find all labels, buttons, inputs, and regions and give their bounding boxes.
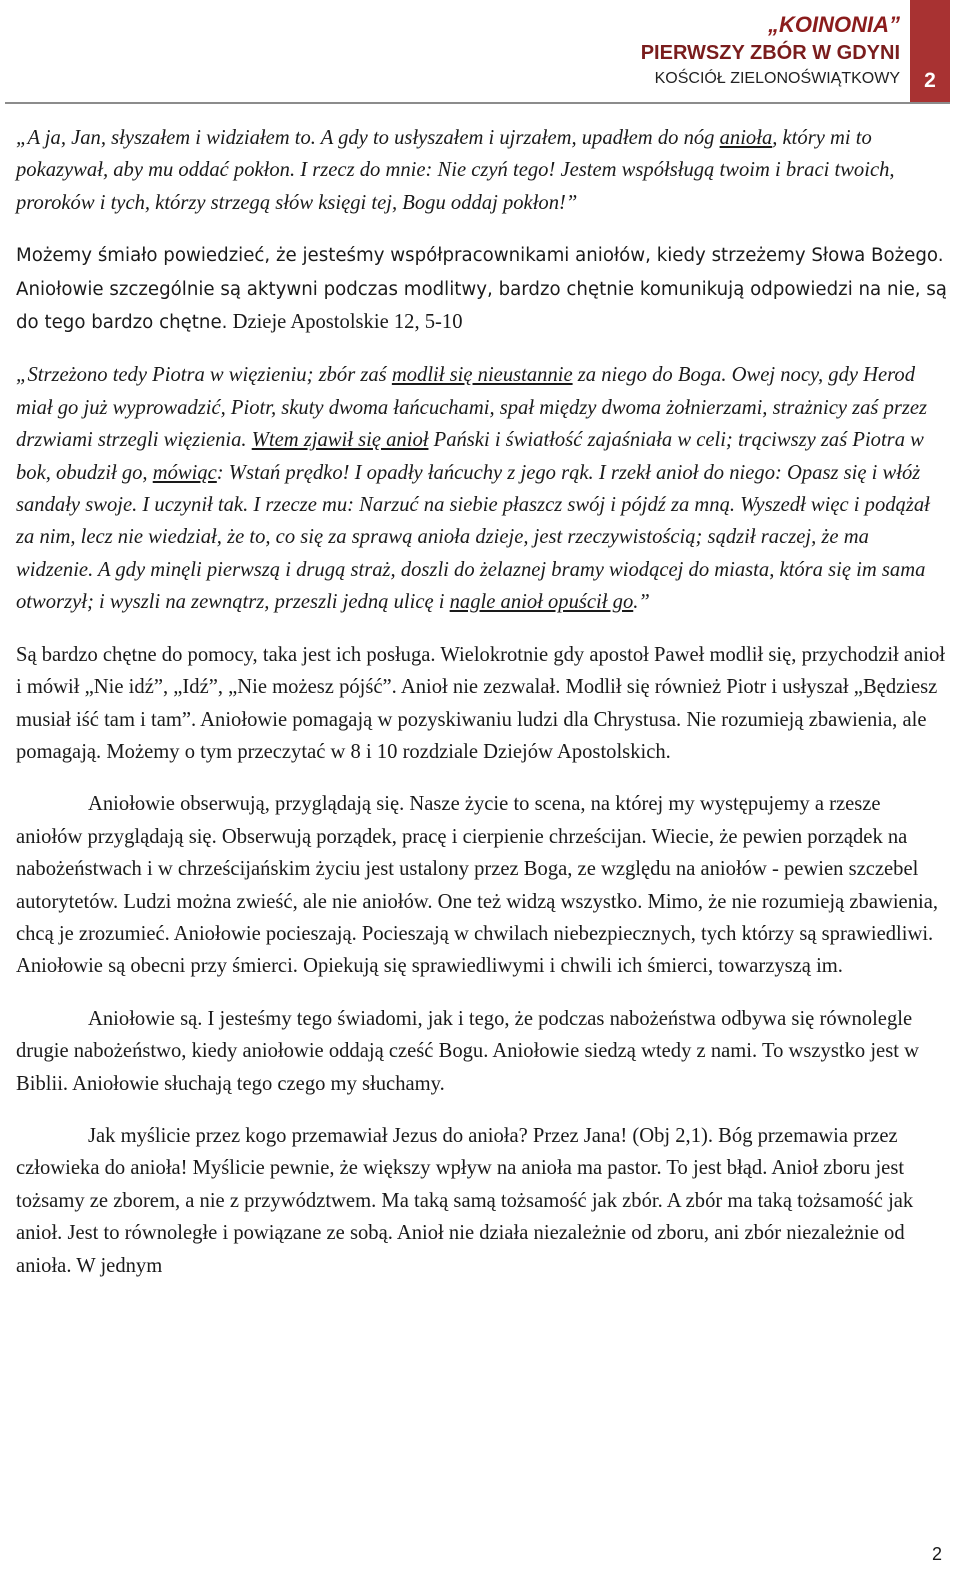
document-body bbox=[16, 122, 948, 1302]
header-text bbox=[641, 10, 900, 91]
page-header bbox=[0, 0, 960, 104]
paragraph-observe: Aniołowie obserwują, przyglądają się. Nasze życie to scena, na której my występujemy a rzesze aniołów przyglądają się. Obserwują porządek, pracę i cierpienie chrześcijan. Wiecie, że pewien porządek na nabożeństwach i w chrześcijańskim życiu jest ustalony przez Boga, ze względu na aniołów - pewien szczebel autorytetów. Ludzi można zwieść, ale nie aniołów. One też widzą wszystko. Mimo, że nie rozumieją zbawienia, chcą je zrozumieć. Aniołowie pocieszają. Pocieszają w chwilach niebezpiecznych, tych którzy są sprawiedliwi. Aniołowie są obecni przy śmierci. Opiekują się sprawiedliwymi i chwili ich śmierci, towarzyszą im. bbox=[16, 793, 939, 978]
header-divider bbox=[5, 102, 950, 104]
paragraph-help: Są bardzo chętne do pomocy, taka jest ich posługa. Wielokrotnie gdy apostoł Paweł modlił się, przychodził anioł i mówił „Nie idź”, „Idź”, „Nie możesz pójść”. Anioł nie zezwalał. Modlił się również Piotr i usłyszał „Będziesz musiał iść tam i tam”. Aniołowie pomagają w pozyskiwaniu ludzi dla Chrystusa. Nie rozumieją zbawienia, ale pomagają. Możemy o tym przeczytać w 8 i 10 rozdziale Dziejów Apostolskich. bbox=[16, 643, 946, 763]
paragraph-intro: Możemy śmiało powiedzieć, że jesteśmy współpracownikami aniołów, kiedy strzeżemy Słowa Bożego. Aniołowie szczególnie są aktywni podczas modlitwy, bardzo chętnie komunikują odpowiedzi na nie, są do tego bardzo chętne. Dzieje Apostolskie 12, 5-10 bbox=[16, 245, 947, 334]
underlined-text: mówiąc bbox=[152, 461, 217, 484]
underlined-text: anioła bbox=[719, 127, 773, 149]
brand-name: „KOINONIA” bbox=[768, 12, 900, 37]
underlined-text: nagle anioł opuścił go bbox=[449, 591, 634, 614]
underlined-text: Wtem zjawił się anioł bbox=[251, 429, 429, 452]
underlined-text: modlił się nieustannie bbox=[391, 364, 573, 387]
church-type: KOŚCIÓŁ ZIELONOŚWIĄTKOWY bbox=[654, 70, 900, 87]
paragraph-church-angel: Jak myślicie przez kogo przemawiał Jezus do anioła? Przez Jana! (Obj 2,1). Bóg przemawia przez człowieka do anioła! Myślicie pewnie, że większy wpływ na anioła ma pastor. To jest błąd. Anioł zboru jest tożsamy ze zborem, a nie z przywództwem. Ma taką samą tożsamość jak zbór. A zbór ma taką tożsamość jak anioł. Jest to równoległe i powiązane ze sobą. Anioł nie działa niezależnie od zboru, ani zbór niezależnie od anioła. W jednym bbox=[16, 1124, 914, 1277]
footer-page-number: 2 bbox=[931, 1544, 942, 1564]
scripture-quote-acts: „Strzeżono tedy Piotra w więzieniu; zbór zaś modlił się nieustannie za niego do Boga. Owej nocy, gdy Herod miał go już wyprowadzić, Piotr, skuty dwoma łańcuchami, spał między dwoma żołnierzami, strażnicy zaś przez drzwiami strzegli więzienia. Wtem zjawił się anioł Pański i światłość zajaśniała w celi; trąciwszy zaś Piotra w bok, obudził go, mówiąc: Wstań prędko! I opadły łańcuchy z jego rąk. I rzekł anioł do niego: Opasz się i włóż sandały swoje. I uczynił tak. I rzecze mu: Narzuć na siebie płaszcz swój i pójdź za mną. Wyszedł więc i podążał za nim, lecz nie wiedział, że to, co się za sprawą anioła dzieje, jest rzeczywistością; sądził raczej, że ma widzenie. A gdy minęli pierwszą i drugą straż, doszli do żelaznej bramy wiodącej do miasta, która się im sama otworzył; i wyszli na zewnątrz, przeszli jedną ulicę i nagle anioł opuścił go.” bbox=[16, 364, 930, 614]
church-name: PIERWSZY ZBÓR W GDYNI bbox=[640, 42, 900, 64]
header-page-number: 2 bbox=[910, 0, 950, 103]
paragraph-worship: Aniołowie są. I jesteśmy tego świadomi, jak i tego, że podczas nabożeństwa odbywa się równolegle drugie nabożeństwo, kiedy aniołowie oddają cześć Bogu. Aniołowie siedzą wtedy z nami. To wszystko jest w Biblii. Aniołowie słuchają tego czego my słuchamy. bbox=[16, 1007, 919, 1095]
scripture-quote-revelation: „A ja, Jan, słyszałem i widziałem to. A gdy to usłyszałem i ujrzałem, upadłem do nóg anioła, który mi to pokazywał, aby mu oddać pokłon. I rzecz do mnie: Nie czyń tego! Jestem współsługą twoim i braci twoich, proroków i tych, którzy strzegą słów księgi tej, Bogu oddaj pokłon!” bbox=[16, 127, 895, 214]
